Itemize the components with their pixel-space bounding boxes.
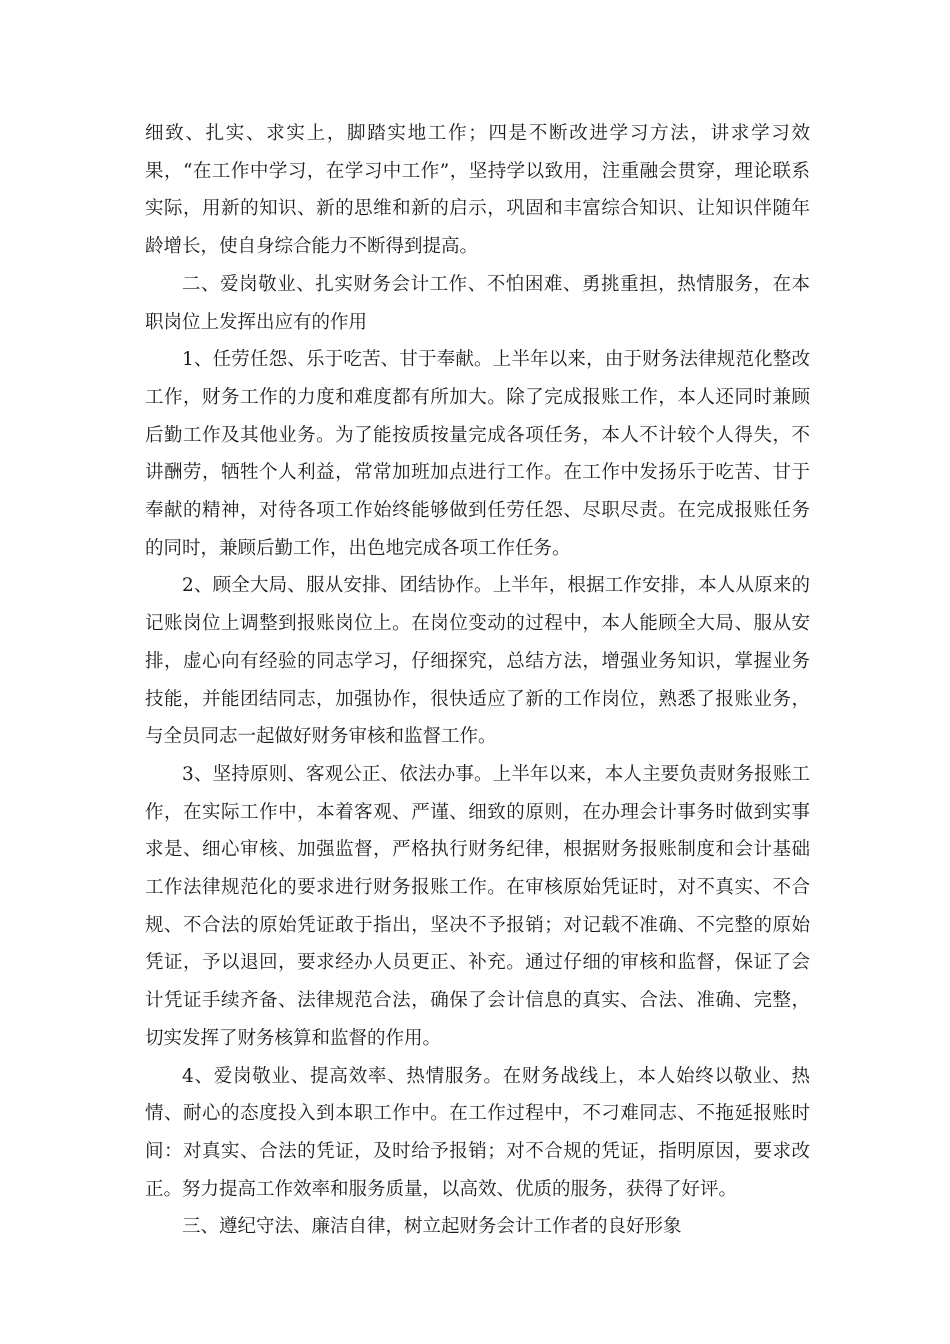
paragraph-item-4: 4、爱岗敬业、提高效率、热情服务。在财务战线上，本人始终以敬业、热情、耐心的态度投入到本职工作中。在工作过程中，不刁难同志、不拖延报账时间：对真实、合法的凭证，及时给予报销；对不合规的凭证，指明原因，要求改正。努力提高工作效率和服务质量，以高效、优质的服务，获得了好评。 xyxy=(145,1065,810,1200)
paragraph-item-2: 2、顾全大局、服从安排、团结协作。上半年，根据工作安排，本人从原来的记账岗位上调整到报账岗位上。在岗位变动的过程中，本人能顾全大局、服从安排，虚心向有经验的同志学习，仔细探究，总结方法，增强业务知识，掌握业务技能，并能团结同志，加强协作，很快适应了新的工作岗位，熟悉了报账业务，与全员同志一起做好财务审核和监督工作。 xyxy=(145,575,810,748)
document-body xyxy=(145,115,810,1246)
section-heading-two: 二、爱岗敬业、扎实财务会计工作、不怕困难、勇挑重担，热情服务，在本职岗位上发挥出应有的作用 xyxy=(145,273,810,333)
section-heading-three: 三、遵纪守法、廉洁自律，树立起财务会计工作者的良好形象 xyxy=(182,1216,682,1238)
paragraph-item-1: 1、任劳任怨、乐于吃苦、甘于奉献。上半年以来，由于财务法律规范化整改工作，财务工作的力度和难度都有所加大。除了完成报账工作，本人还同时兼顾后勤工作及其他业务。为了能按质按量完成各项任务，本人不计较个人得失，不讲酬劳，牺牲个人利益，常常加班加点进行工作。在工作中发扬乐于吃苦、甘于奉献的精神，对待各项工作始终能够做到任劳任怨、尽职尽责。在完成报账任务的同时，兼顾后勤工作，出色地完成各项工作任务。 xyxy=(145,349,810,559)
paragraph-continued-learning: 细致、扎实、求实上，脚踏实地工作；四是不断改进学习方法，讲求学习效果，“在工作中学习，在学习中工作”，坚持学以致用，注重融会贯穿，理论联系实际，用新的知识、新的思维和新的启示，巩固和丰富综合知识、让知识伴随年龄增长，使自身综合能力不断得到提高。 xyxy=(145,123,810,258)
paragraph-item-3: 3、坚持原则、客观公正、依法办事。上半年以来，本人主要负责财务报账工作，在实际工作中，本着客观、严谨、细致的原则，在办理会计事务时做到实事求是、细心审核、加强监督，严格执行财务纪律，根据财务报账制度和会计基础工作法律规范化的要求进行财务报账工作。在审核原始凭证时，对不真实、不合规、不合法的原始凭证敢于指出，坚决不予报销；对记载不准确、不完整的原始凭证，予以退回，要求经办人员更正、补充。通过仔细的审核和监督，保证了会计凭证手续齐备、法律规范合法，确保了会计信息的真实、合法、准确、完整，切实发挥了财务核算和监督的作用。 xyxy=(145,763,810,1049)
